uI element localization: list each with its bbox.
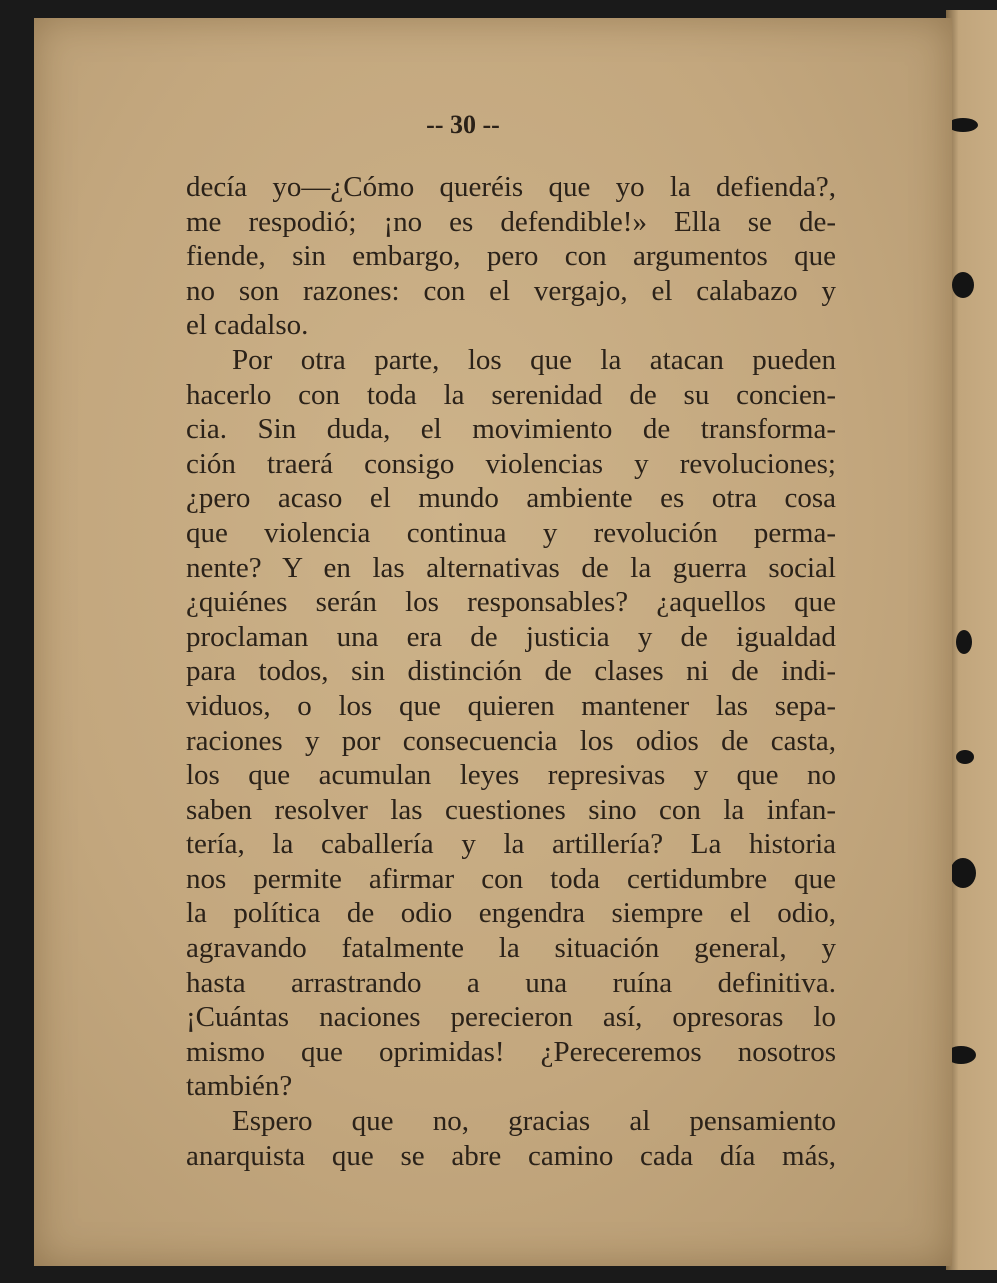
text-line: tería, la caballería y la artillería? La historia: [186, 828, 836, 861]
text-line: agravando fatalmente la situación general, y: [186, 932, 836, 965]
text-line: proclaman una era de justicia y de igualdad: [186, 620, 836, 653]
page-number: -- 30 --: [426, 110, 500, 139]
text-line: anarquista que se abre camino cada día más,: [186, 1139, 836, 1172]
text-line: mismo que oprimidas! ¿Pereceremos nosotros: [186, 1035, 836, 1068]
text-line: que violencia continua y revolución perma-: [186, 516, 836, 549]
text-line: raciones y por consecuencia los odios de casta,: [186, 724, 836, 757]
adjacent-page-edge: [946, 10, 997, 1270]
text-line: viduos, o los que quieren mantener las sepa-: [186, 689, 836, 722]
text-line: cia. Sin duda, el movimiento de transforma-: [186, 413, 836, 446]
binding-hole: [948, 118, 978, 132]
text-line: nos permite afirmar con toda certidumbre que: [186, 862, 836, 895]
text-line: nente? Y en las alternativas de la guerra social: [186, 551, 836, 584]
text-line: hasta arrastrando a una ruína definitiva.: [186, 966, 836, 999]
text-line: decía yo—¿Cómo queréis que yo la defienda?,: [186, 171, 836, 203]
text-line: Espero que no, gracias al pensamiento: [232, 1105, 836, 1138]
binding-hole: [956, 630, 972, 654]
text-line: el cadalso.: [186, 309, 309, 342]
binding-hole: [952, 272, 974, 298]
text-line: no son razones: con el vergajo, el calabazo y: [186, 274, 836, 307]
text-line: Por otra parte, los que la atacan pueden: [232, 343, 836, 376]
text-line: hacerlo con toda la serenidad de su concien-: [186, 378, 836, 411]
binding-hole: [956, 750, 974, 764]
text-line: los que acumulan leyes represivas y que no: [186, 759, 836, 792]
text-line: ¿pero acaso el mundo ambiente es otra cosa: [186, 482, 836, 515]
binding-hole: [950, 858, 976, 888]
book-page: [34, 18, 952, 1266]
body-text: [186, 170, 836, 1173]
text-line: la política de odio engendra siempre el odio,: [186, 897, 836, 930]
text-line: fiende, sin embargo, pero con argumentos que: [186, 240, 836, 273]
text-line: ción traerá consigo violencias y revoluciones;: [186, 447, 836, 480]
text-line: ¿quiénes serán los responsables? ¿aquellos que: [186, 586, 836, 619]
text-line: también?: [186, 1070, 293, 1103]
text-line: saben resolver las cuestiones sino con la infan-: [186, 793, 836, 826]
text-line: me respodió; ¡no es defendible!» Ella se de-: [186, 205, 836, 238]
text-line: para todos, sin distinción de clases ni de indi-: [186, 655, 836, 688]
text-line: ¡Cuántas naciones perecieron así, opresoras lo: [186, 1001, 836, 1034]
